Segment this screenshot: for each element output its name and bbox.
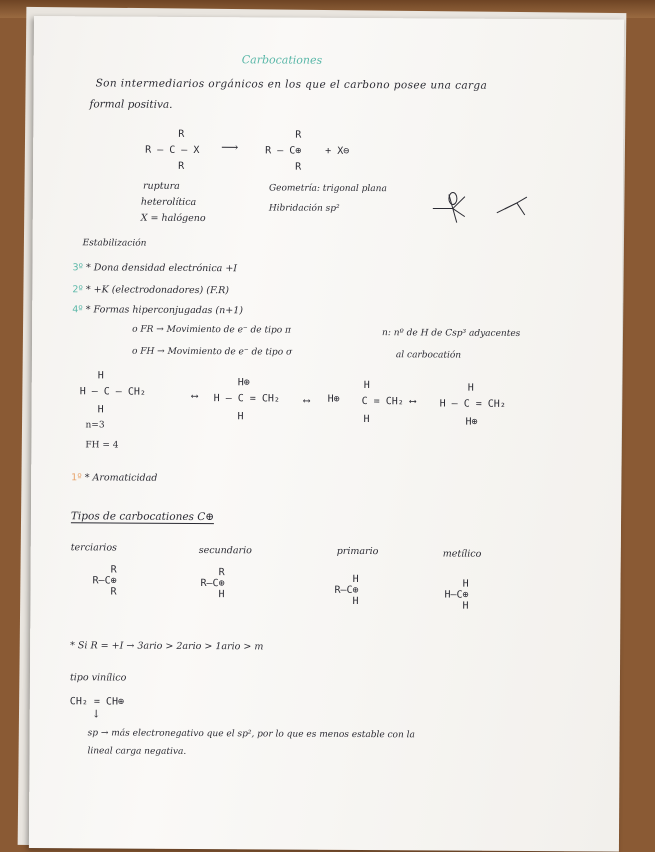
hc-structure-1: H – C – CH₂ [80, 386, 146, 397]
reaction-arrow: ⟶ [221, 140, 238, 154]
hc-hplus-1: H⊕ [238, 377, 250, 388]
hc-bottom-h: H [98, 404, 104, 415]
tipos-heading: Tipos de carbocationes C⊕ [71, 510, 214, 524]
vinilico-line-2: lineal carga negativa. [87, 746, 186, 757]
rank-3: 3º [72, 262, 83, 273]
side-note-2: al carbocatión [396, 350, 461, 360]
vinilico-heading: tipo vinílico [70, 672, 126, 683]
n-label: n=3 [85, 420, 104, 430]
rank-4: 4º [72, 304, 83, 315]
estab-item-3-text: * Formas hiperconjugadas (n+1) [86, 304, 243, 316]
fh-label: FH = 4 [85, 440, 118, 450]
rank-1: 1º [71, 472, 82, 483]
hc-bottom-hplus-4: H⊕ [465, 417, 477, 428]
product-top-r: R [295, 130, 301, 141]
note-ruptura: ruptura [143, 181, 180, 192]
estab-item-2-text: * +K (electrodonadores) (F.R) [86, 284, 229, 296]
hc-structure-2: H – C = CH₂ [214, 393, 280, 404]
intro-line-2: formal positiva. [89, 98, 172, 111]
type-primario: primario [337, 546, 379, 557]
sub-fr: o FR → Movimiento de e⁻ de tipo π [132, 325, 291, 336]
type-secundario: secundario [199, 545, 252, 556]
tert-struct: R R–C⊕ R [92, 564, 116, 597]
vinilico-down-arrow: ↓ [92, 708, 101, 720]
trigonal-sketch-icon [425, 186, 545, 237]
note-heterolitica: heterolítica [141, 197, 196, 208]
note-hibridacion: Hibridación sp² [269, 203, 340, 213]
intro-line-1: Son intermediarios orgánicos en los que el carbono posee una carga [96, 77, 488, 91]
type-metilico: metílico [443, 549, 482, 560]
aromaticidad-text: * Aromaticidad [85, 472, 158, 483]
leaving-group: + X⊖ [325, 146, 349, 157]
product-bottom-r: R [295, 162, 301, 173]
type-terciarios: terciarios [71, 542, 117, 553]
hc-structure-4: H – C = CH₂ [440, 398, 506, 409]
order-line: * Si R = +I → 3ario > 2ario > 1ario > m [70, 640, 263, 652]
reactant-bottom-r: R [178, 161, 184, 172]
reactant: R – C – X [145, 145, 199, 156]
aromaticidad-item [71, 472, 157, 484]
hc-bottom-h-3: H [364, 414, 370, 425]
rank-2: 2º [72, 284, 83, 295]
hc-structure-3: C = CH₂ ⟷ [362, 396, 416, 407]
hc-top-h-3: H [364, 380, 370, 391]
hc-hplus-2: H⊕ [328, 394, 340, 405]
hc-arrow-1: ⟷ [192, 391, 198, 402]
page-title: Carbocationes [242, 53, 322, 66]
note-geometria: Geometría: trigonal plana [269, 183, 387, 194]
sec-struct: R R–C⊕ H [200, 567, 224, 600]
side-note-1: n: nº de H de Csp³ adyacentes [382, 328, 520, 339]
notebook-page [29, 16, 624, 852]
estabilizacion-heading: Estabilización [83, 238, 147, 248]
product: R – C⊕ [265, 145, 301, 156]
hc-bottom-h-2: H [238, 411, 244, 422]
metil-struct: H H–C⊕ H [444, 579, 468, 612]
estab-item-2 [72, 284, 229, 296]
hc-top-h: H [98, 370, 104, 381]
sub-fh: o FH → Movimiento de e⁻ de tipo σ [132, 347, 292, 358]
hc-arrow-2: ⟷ [304, 396, 310, 407]
estab-item-1-text: * Dona densidad electrónica +I [86, 262, 237, 274]
note-halogeno: X = halógeno [141, 213, 206, 224]
estab-item-3 [72, 304, 243, 316]
hc-top-h-4: H [468, 383, 474, 394]
reactant-top-r: R [178, 129, 184, 140]
prim-struct: H R–C⊕ H [334, 574, 358, 607]
vinilico-formula: CH₂ = CH⊕ [70, 696, 124, 707]
vinilico-line-1: sp → más electronegativo que el sp², por lo que es menos estable con la [88, 728, 415, 740]
estab-item-1 [72, 262, 237, 274]
